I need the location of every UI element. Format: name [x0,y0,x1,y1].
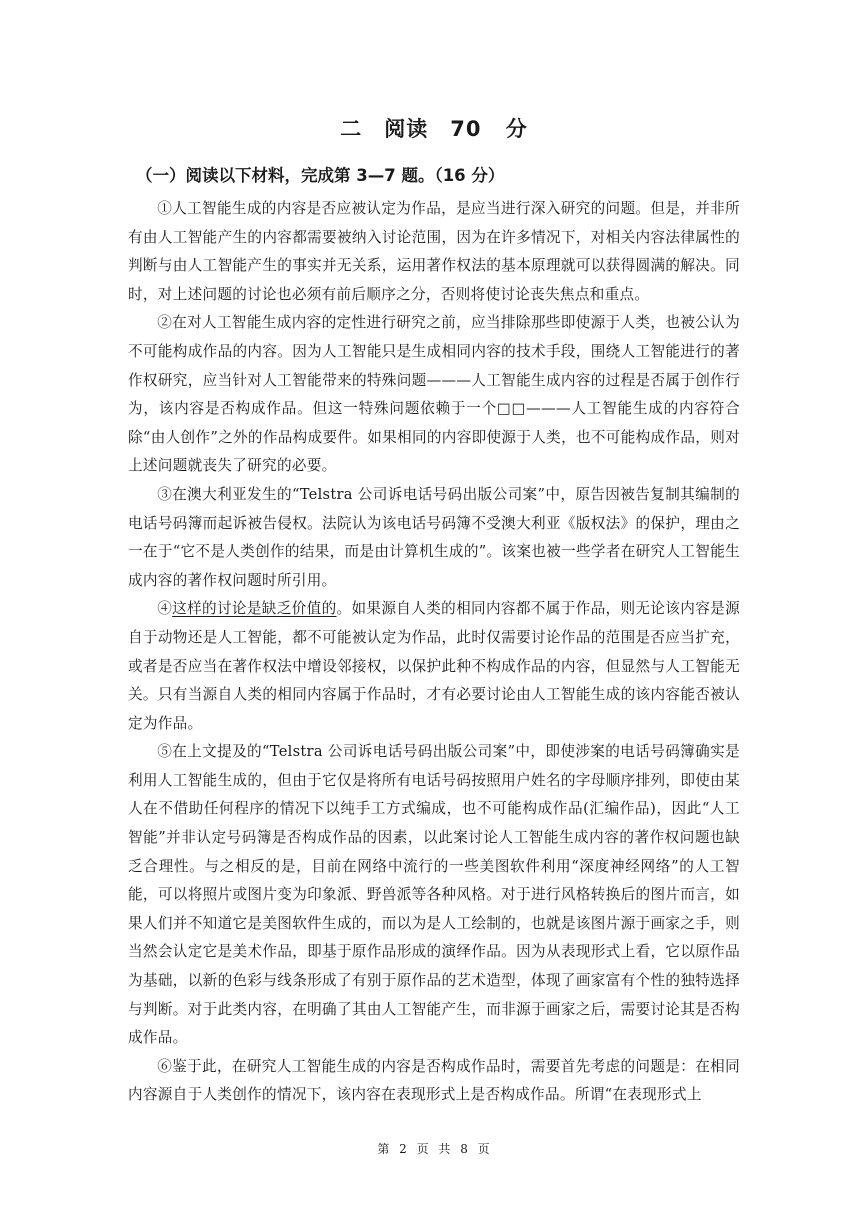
section-title: 二 阅读 70 分 [340,117,528,141]
paragraph-5: ⑤在上文提及的“Telstra 公司诉电话号码出版公司案”中，即使涉案的电话号码簿确实是利用人工智能生成的，但由于它仅是将所有电话号码按照用户姓名的字母顺序排列，即使由某人在不借助任何程序的情况下以纯手工方式编成，也不可能构成作品(汇编作品)，因此“人工智能”并非认定号码簿是否构成作品的因素，以此案讨论人工智能生成内容的著作权问题也缺乏合理性。与之相反的是，目前在网络中流行的一些美图软件利用“深度神经网络”的人工智能，可以将照片或图片变为印象派、野兽派等各种风格。对于进行风格转换后的图片而言，如果人们并不知道它是美图软件生成的，而以为是人工绘制的，也就是该图片源于画家之手，则当然会认定它是美术作品，即基于原作品形成的演绎作品。因为从表现形式上看，它以原作品为基础，以新的色彩与线条形成了有别于原作品的艺术造型，体现了画家富有个性的独特选择与判断。对于此类内容，在明确了其由人工智能产生，而非源于画家之后，需要讨论其是否构成作品。 [128,743,740,1047]
page-footer: 第 2 页 共 8 页 [377,1142,491,1156]
paragraph-1: ①人工智能生成的内容是否应被认定为作品，是应当进行深入研究的问题。但是，并非所有由人工智能产生的内容都需要被纳入讨论范围，因为在许多情况下，对相关内容法律属性的判断与由人工智能产生的事实并无关系，运用著作权法的基本原理就可以获得圆满的解决。同时，对上述问题的讨论也必须有前后顺序之分，否则将使讨论丧失焦点和重点。 [128,200,740,303]
paragraph-4: ④这样的讨论是缺乏价值的。如果源自人类的相同内容都不属于作品，则无论该内容是源自于动物还是人工智能，都不可能被认定为作品，此时仅需要讨论作品的范围是否应当扩充，或者是否应当在著作权法中增设邻接权，以保护此种不构成作品的内容，但显然与人工智能无关。只有当源自人类的相同内容属于作品时，才有必要讨论由人工智能生成的该内容能否被认定为作品。 [128,600,740,732]
question-group-title: （一）阅读以下材料，完成第 3—7 题。（16 分） [136,166,505,185]
paragraph-6: ⑥鉴于此，在研究人工智能生成的内容是否构成作品时，需要首先考虑的问题是：在相同内容源自于人类创作的情况下，该内容在表现形式上是否构成作品。所谓“在表现形式上 [128,1057,740,1104]
paragraph-2: ②在对人工智能生成内容的定性进行研究之前，应当排除那些即使源于人类，也被公认为不可能构成作品的内容。因为人工智能只是生成相同内容的技术手段，围绕人工智能进行的著作权研究，应当针对人工智能带来的特殊问题———人工智能生成内容的过程是否属于创作行为，该内容是否构成作品。但这一特殊问题依赖于一个□□———人工智能生成的内容符合除“由人创作”之外的作品构成要件。如果相同的内容即使源于人类，也不可能构成作品，则对上述问题就丧失了研究的必要。 [128,314,740,475]
paragraph-3: ③在澳大利亚发生的“Telstra 公司诉电话号码出版公司案”中，原告因被告复制其编制的电话号码簿而起诉被告侵权。法院认为该电话号码簿不受澳大利亚《版权法》的保护，理由之一在于“它不是人类创作的结果，而是由计算机生成的”。该案也被一些学者在研究人工智能生成内容的著作权问题时所引用。 [128,485,740,589]
reading-passage [128,195,740,1110]
underlined-phrase: 这样的讨论是缺乏价值的 [172,600,337,618]
